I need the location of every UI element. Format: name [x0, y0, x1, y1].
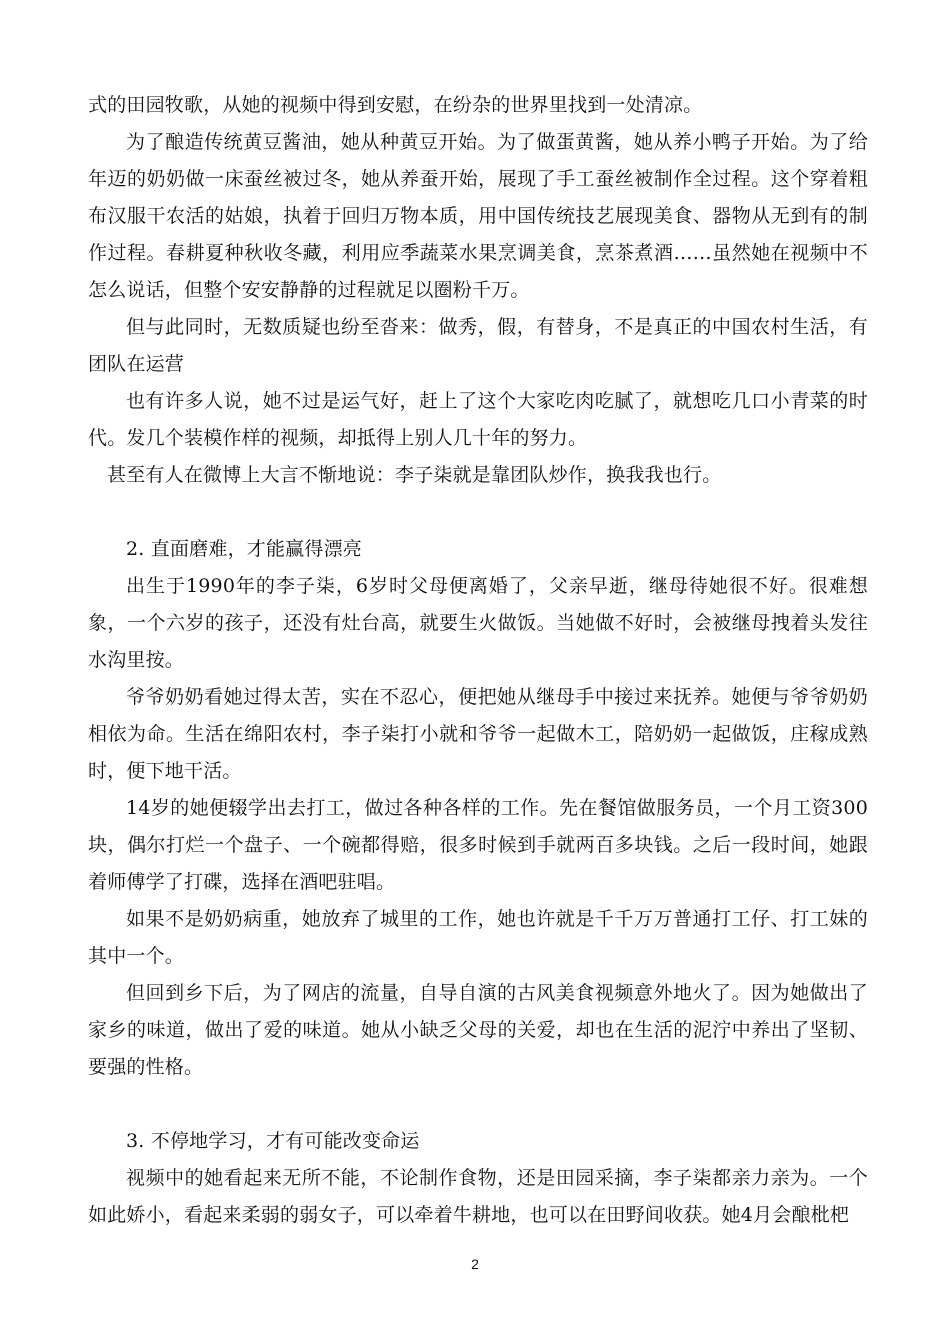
paragraph-weibo: 甚至有人在微博上大言不惭地说：李子柒就是靠团队炒作，换我我也行。 — [107, 464, 722, 486]
section-heading-3: 3. 不停地学习，才有可能改变命运 — [126, 1130, 420, 1152]
paragraph-doubts: 但与此同时，无数质疑也纷至沓来：做秀，假，有替身，不是真正的中国农村生活，有团队在运营 — [88, 316, 868, 375]
paragraph-soy-sauce: 为了酿造传统黄豆酱油，她从种黄豆开始。为了做蛋黄酱，她从养小鸭子开始。为了给年迈的奶奶做一床蚕丝被过冬，她从养蚕开始，展现了手工蚕丝被制作全过程。这个穿着粗布汉服干农活的姑娘，执着于回归万物本质，用中国传统技艺展现美食、器物从无到有的制作过程。春耕夏种秋收冬藏，利用应季蔬菜水果烹调美食，烹茶煮酒……虽然她在视频中不怎么说话，但整个安安静静的过程就足以圈粉千万。 — [88, 131, 868, 301]
section-spacer — [88, 494, 868, 531]
paragraph-work: 14岁的她便辍学出去打工，做过各种各样的工作。先在餐馆做服务员，一个月工资300块，偶尔打烂一个盘子、一个碗都得赔，很多时候到手就两百多块钱。之后一段时间，她跟着师傅学了打碟，选择在酒吧驻唱。 — [88, 797, 868, 893]
paragraph-video: 视频中的她看起来无所不能，不论制作食物，还是田园采摘，李子柒都亲力亲为。一个如此娇小，看起来柔弱的弱女子，可以牵着牛耕地，也可以在田野间收获。她4月会酿枇杷 — [88, 1167, 868, 1226]
paragraph-luck: 也有许多人说，她不过是运气好，赶上了这个大家吃肉吃腻了，就想吃几口小青菜的时代。发几个装模作样的视频，却抵得上别人几十年的努力。 — [88, 390, 868, 449]
section-heading-2: 2. 直面磨难，才能赢得漂亮 — [126, 538, 362, 560]
paragraph-return-home: 但回到乡下后，为了网店的流量，自导自演的古风美食视频意外地火了。因为她做出了家乡的味道，做出了爱的味道。她从小缺乏父母的关爱，却也在生活的泥泞中养出了坚韧、要强的性格。 — [88, 982, 868, 1078]
paragraph-grandma-ill: 如果不是奶奶病重，她放弃了城里的工作，她也许就是千千万万普通打工仔、打工妹的其中一个。 — [88, 908, 868, 967]
paragraph-continuation: 式的田园牧歌，从她的视频中得到安慰，在纷杂的世界里找到一处清凉。 — [88, 94, 703, 116]
paragraph-birth: 出生于1990年的李子柒，6岁时父母便离婚了，父亲早逝，继母待她很不好。很难想象，一个六岁的孩子，还没有灶台高，就要生火做饭。当她做不好时，会被继母拽着头发往水沟里按。 — [88, 575, 868, 671]
section-spacer — [88, 1086, 868, 1123]
paragraph-grandparents: 爷爷奶奶看她过得太苦，实在不忍心，便把她从继母手中接过来抚养。她便与爷爷奶奶相依为命。生活在绵阳农村，李子柒打小就和爷爷一起做木工，陪奶奶一起做饭，庄稼成熟时，便下地干活。 — [88, 686, 868, 782]
document-body — [88, 87, 868, 1234]
page-number: 2 — [471, 1256, 479, 1272]
